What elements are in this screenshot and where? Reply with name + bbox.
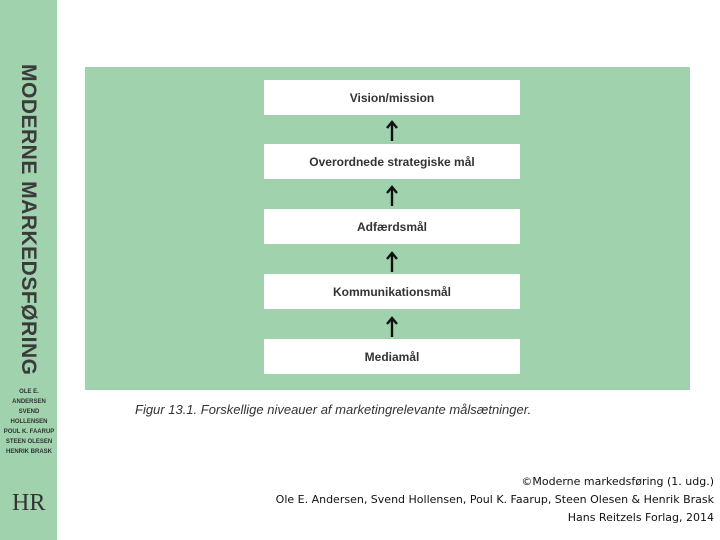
author-name: OLE E. ANDERSEN <box>12 389 46 405</box>
author-name: POUL K. FAARUP <box>3 429 55 435</box>
author-list <box>2 387 56 457</box>
book-title: MODERNE MARKEDSFØRING <box>17 64 40 376</box>
arrow-up-icon <box>385 120 399 142</box>
arrow-up-icon <box>385 251 399 273</box>
figure-caption: Figur 13.1. Forskellige niveauer af marketingrelevante målsætninger. <box>135 402 532 417</box>
level-communication-goals: Kommunikationsmål <box>264 274 520 309</box>
arrow-up-icon <box>385 185 399 207</box>
level-media-goals: Mediamål <box>264 339 520 374</box>
publisher-logo: HR <box>12 490 46 516</box>
credits-line: ©Moderne markedsføring (1. udg.) <box>521 475 714 488</box>
arrow-up-icon <box>385 316 399 338</box>
author-name: HENRIK BRASK <box>5 449 52 455</box>
level-strategic-goals: Overordnede strategiske mål <box>264 144 520 179</box>
author-name: STEEN OLESEN <box>5 439 53 445</box>
credits-line: Ole E. Andersen, Svend Hollensen, Poul K. Faarup, Steen Olesen & Henrik Brask <box>275 493 714 506</box>
author-name: SVEND HOLLENSEN <box>10 409 48 425</box>
credits-line: Hans Reitzels Forlag, 2014 <box>567 511 714 524</box>
credits-block <box>276 473 714 527</box>
book-spine <box>0 0 57 540</box>
level-behaviour-goals: Adfærdsmål <box>264 209 520 244</box>
level-vision-mission: Vision/mission <box>264 80 520 115</box>
